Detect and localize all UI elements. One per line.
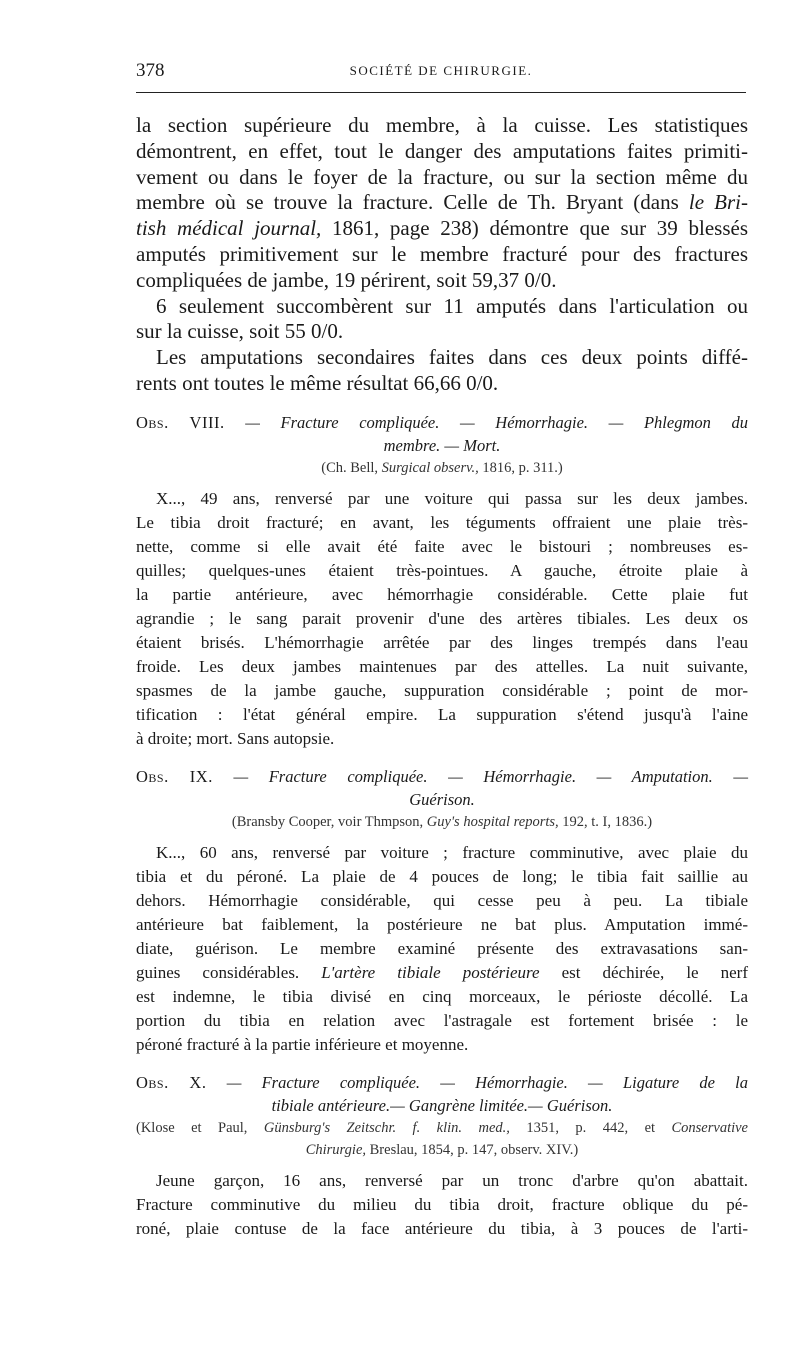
observation-heading xyxy=(136,411,748,457)
italic-run: Surgical observ., xyxy=(381,459,479,476)
italic-run: Chirurgie, xyxy=(305,1141,367,1158)
running-title: SOCIÉTÉ DE CHIRURGIE. xyxy=(349,63,533,78)
observation-body xyxy=(136,1169,748,1241)
text-line: K..., 60 ans, renversé par voiture ; fracture comminutive, avec plaie du xyxy=(156,842,748,862)
italic-run: L'artère tibiale postérieure xyxy=(321,962,540,982)
heading-text: Guérison. xyxy=(409,789,475,809)
text-line: agrandie ; le sang parait provenir d'une des artères tibiales. Les deux os xyxy=(136,608,748,628)
text-run: 1861, page 238) démontre que sur 39 blessés xyxy=(321,216,748,241)
text-run: est déchirée, le nerf xyxy=(539,962,748,982)
text-line: tification : l'état général empire. La suppuration s'étend jusqu'à l'aine xyxy=(136,704,748,724)
observation-heading xyxy=(136,765,748,811)
heading-line xyxy=(136,411,748,434)
text-run: 192, t. I, 1836.) xyxy=(558,813,653,830)
heading-line xyxy=(136,1094,748,1117)
text-line: la partie antérieure, avec hémorrhagie considérable. Cette plaie fut xyxy=(136,584,748,604)
heading-line xyxy=(136,1071,748,1094)
heading-line xyxy=(136,765,748,788)
spacer xyxy=(136,1057,748,1071)
spacer xyxy=(136,397,748,411)
text-line: diate, guérison. Le membre examiné présente des extravasations san- xyxy=(136,938,748,958)
text-line: compliquées de jambe, 19 périrent, soit 59,37 0/0. xyxy=(136,267,557,292)
text-line: 6 seulement succombèrent sur 11 amputés dans l'articulation ou xyxy=(156,293,748,318)
text-line: vement ou dans le foyer de la fracture, ou sur la section même du xyxy=(136,164,748,189)
text-line: Les amputations secondaires faites dans ces deux points diffé- xyxy=(156,345,748,370)
observation-body xyxy=(136,487,748,751)
text-line: à droite; mort. Sans autopsie. xyxy=(136,728,335,748)
page-number: 378 xyxy=(136,60,165,81)
observation-body xyxy=(136,841,748,1057)
source-line xyxy=(136,1139,748,1161)
text-line: Le tibia droit fracturé; en avant, les téguments offraient une plaie très- xyxy=(136,512,748,532)
observation-label: Obs. IX. xyxy=(136,766,213,786)
text-run: (Ch. Bell, xyxy=(321,459,382,476)
text-line xyxy=(136,190,748,216)
text-line: Jeune garçon, 16 ans, renversé par un tronc d'arbre qu'on abattait. xyxy=(156,1170,748,1190)
text-line: étaient brisés. L'hémorrhagie arrêtée par des linges trempés dans l'eau xyxy=(136,632,748,652)
spacer xyxy=(136,833,748,841)
spacer xyxy=(136,1161,748,1169)
heading-text: — Fracture compliquée. — Hémorrhagie. — Phlegmon du xyxy=(245,412,748,432)
heading-line xyxy=(136,788,748,811)
text-line: X..., 49 ans, renversé par une voiture qui passa sur les deux jambes. xyxy=(156,488,748,508)
heading-text: — Fracture compliquée. — Hémorrhagie. — Amputation. — xyxy=(233,766,748,786)
text-line: froide. Les deux jambes maintenues par des attelles. La nuit suivante, xyxy=(136,656,748,676)
text-run: (Bransby Cooper, voir Thmpson, xyxy=(231,813,427,830)
text-line: amputés primitivement sur le membre fracturé pour des fractures xyxy=(136,241,748,266)
italic-run: Guy's hospital reports, xyxy=(426,813,559,830)
italic-run: tish médical journal, xyxy=(136,216,322,241)
observation-label: Obs. VIII. xyxy=(136,412,225,432)
italic-run: le Bri- xyxy=(688,190,749,215)
observation-heading xyxy=(136,1071,748,1117)
heading-text: tibiale antérieure.— Gangrène limitée.— Guérison. xyxy=(271,1095,613,1115)
heading-line xyxy=(136,434,748,457)
heading-text: — Fracture compliquée. — Hémorrhagie. — Ligature de la xyxy=(226,1072,749,1092)
spacer xyxy=(136,751,748,765)
page-body xyxy=(136,113,748,1241)
text-line: démontrent, en effet, tout le danger des amputations faites primiti- xyxy=(136,138,748,163)
intro-paragraph xyxy=(136,113,748,294)
italic-run: Günsburg's Zeitschr. f. klin. med., xyxy=(263,1119,510,1136)
text-run: Breslau, 1854, p. 147, observ. XIV.) xyxy=(366,1141,579,1158)
observation-label: Obs. X. xyxy=(136,1072,207,1092)
observation-source xyxy=(136,811,748,833)
source-line xyxy=(136,811,748,833)
text-line: nette, comme si elle avait été faite avec le bistouri ; nombreuses es- xyxy=(136,536,748,556)
text-line: antérieure bat faiblement, la postérieure ne bat plus. Amputation immé- xyxy=(136,914,748,934)
text-line: rents ont toutes le même résultat 66,66 0/0. xyxy=(136,370,499,395)
text-line: la section supérieure du membre, à la cuisse. Les statistiques xyxy=(136,113,748,137)
text-run: membre où se trouve la fracture. Celle de Th. Bryant (dans xyxy=(136,190,679,215)
text-line: portion du tibia en relation avec l'astragale est fortement brisée : le xyxy=(136,1010,748,1030)
text-line: péroné fracturé à la partie inférieure et moyenne. xyxy=(136,1034,469,1054)
text-line: Fracture comminutive du milieu du tibia droit, fracture oblique du pé- xyxy=(136,1194,748,1214)
source-line xyxy=(136,457,748,479)
text-line: tibia et du péroné. La plaie de 4 pouces de long; le tibia fait saillie au xyxy=(136,866,748,886)
spacer xyxy=(136,479,748,487)
paragraph xyxy=(136,345,748,397)
text-line: dehors. Hémorrhagie considérable, qui cesse peu à peu. La tibiale xyxy=(136,890,748,910)
observation-source xyxy=(136,457,748,479)
header-rule xyxy=(136,92,746,93)
text-line: roné, plaie contuse de la face antérieure du tibia, à 3 pouces de l'arti- xyxy=(136,1218,748,1238)
paragraph xyxy=(136,294,748,346)
text-line: sur la cuisse, soit 55 0/0. xyxy=(136,319,344,344)
text-line: est indemne, le tibia divisé en cinq morceaux, le périoste décollé. La xyxy=(136,986,748,1006)
italic-run: Conservative xyxy=(671,1119,748,1136)
text-run: 1351, p. 442, et xyxy=(509,1119,672,1136)
text-line xyxy=(136,961,748,985)
source-line xyxy=(136,1117,748,1139)
text-run: 1816, p. 311.) xyxy=(478,459,563,476)
text-line xyxy=(136,216,748,242)
text-run: (Klose et Paul, xyxy=(136,1119,264,1136)
heading-text: membre. — Mort. xyxy=(383,435,501,455)
text-run: guines considérables. xyxy=(136,962,322,982)
text-line: quilles; quelques-unes étaient très-pointues. A gauche, étroite plaie à xyxy=(136,560,748,580)
text-line: spasmes de la jambe gauche, suppuration considérable ; point de mor- xyxy=(136,680,748,700)
page-header xyxy=(136,60,746,86)
observation-source xyxy=(136,1117,748,1161)
